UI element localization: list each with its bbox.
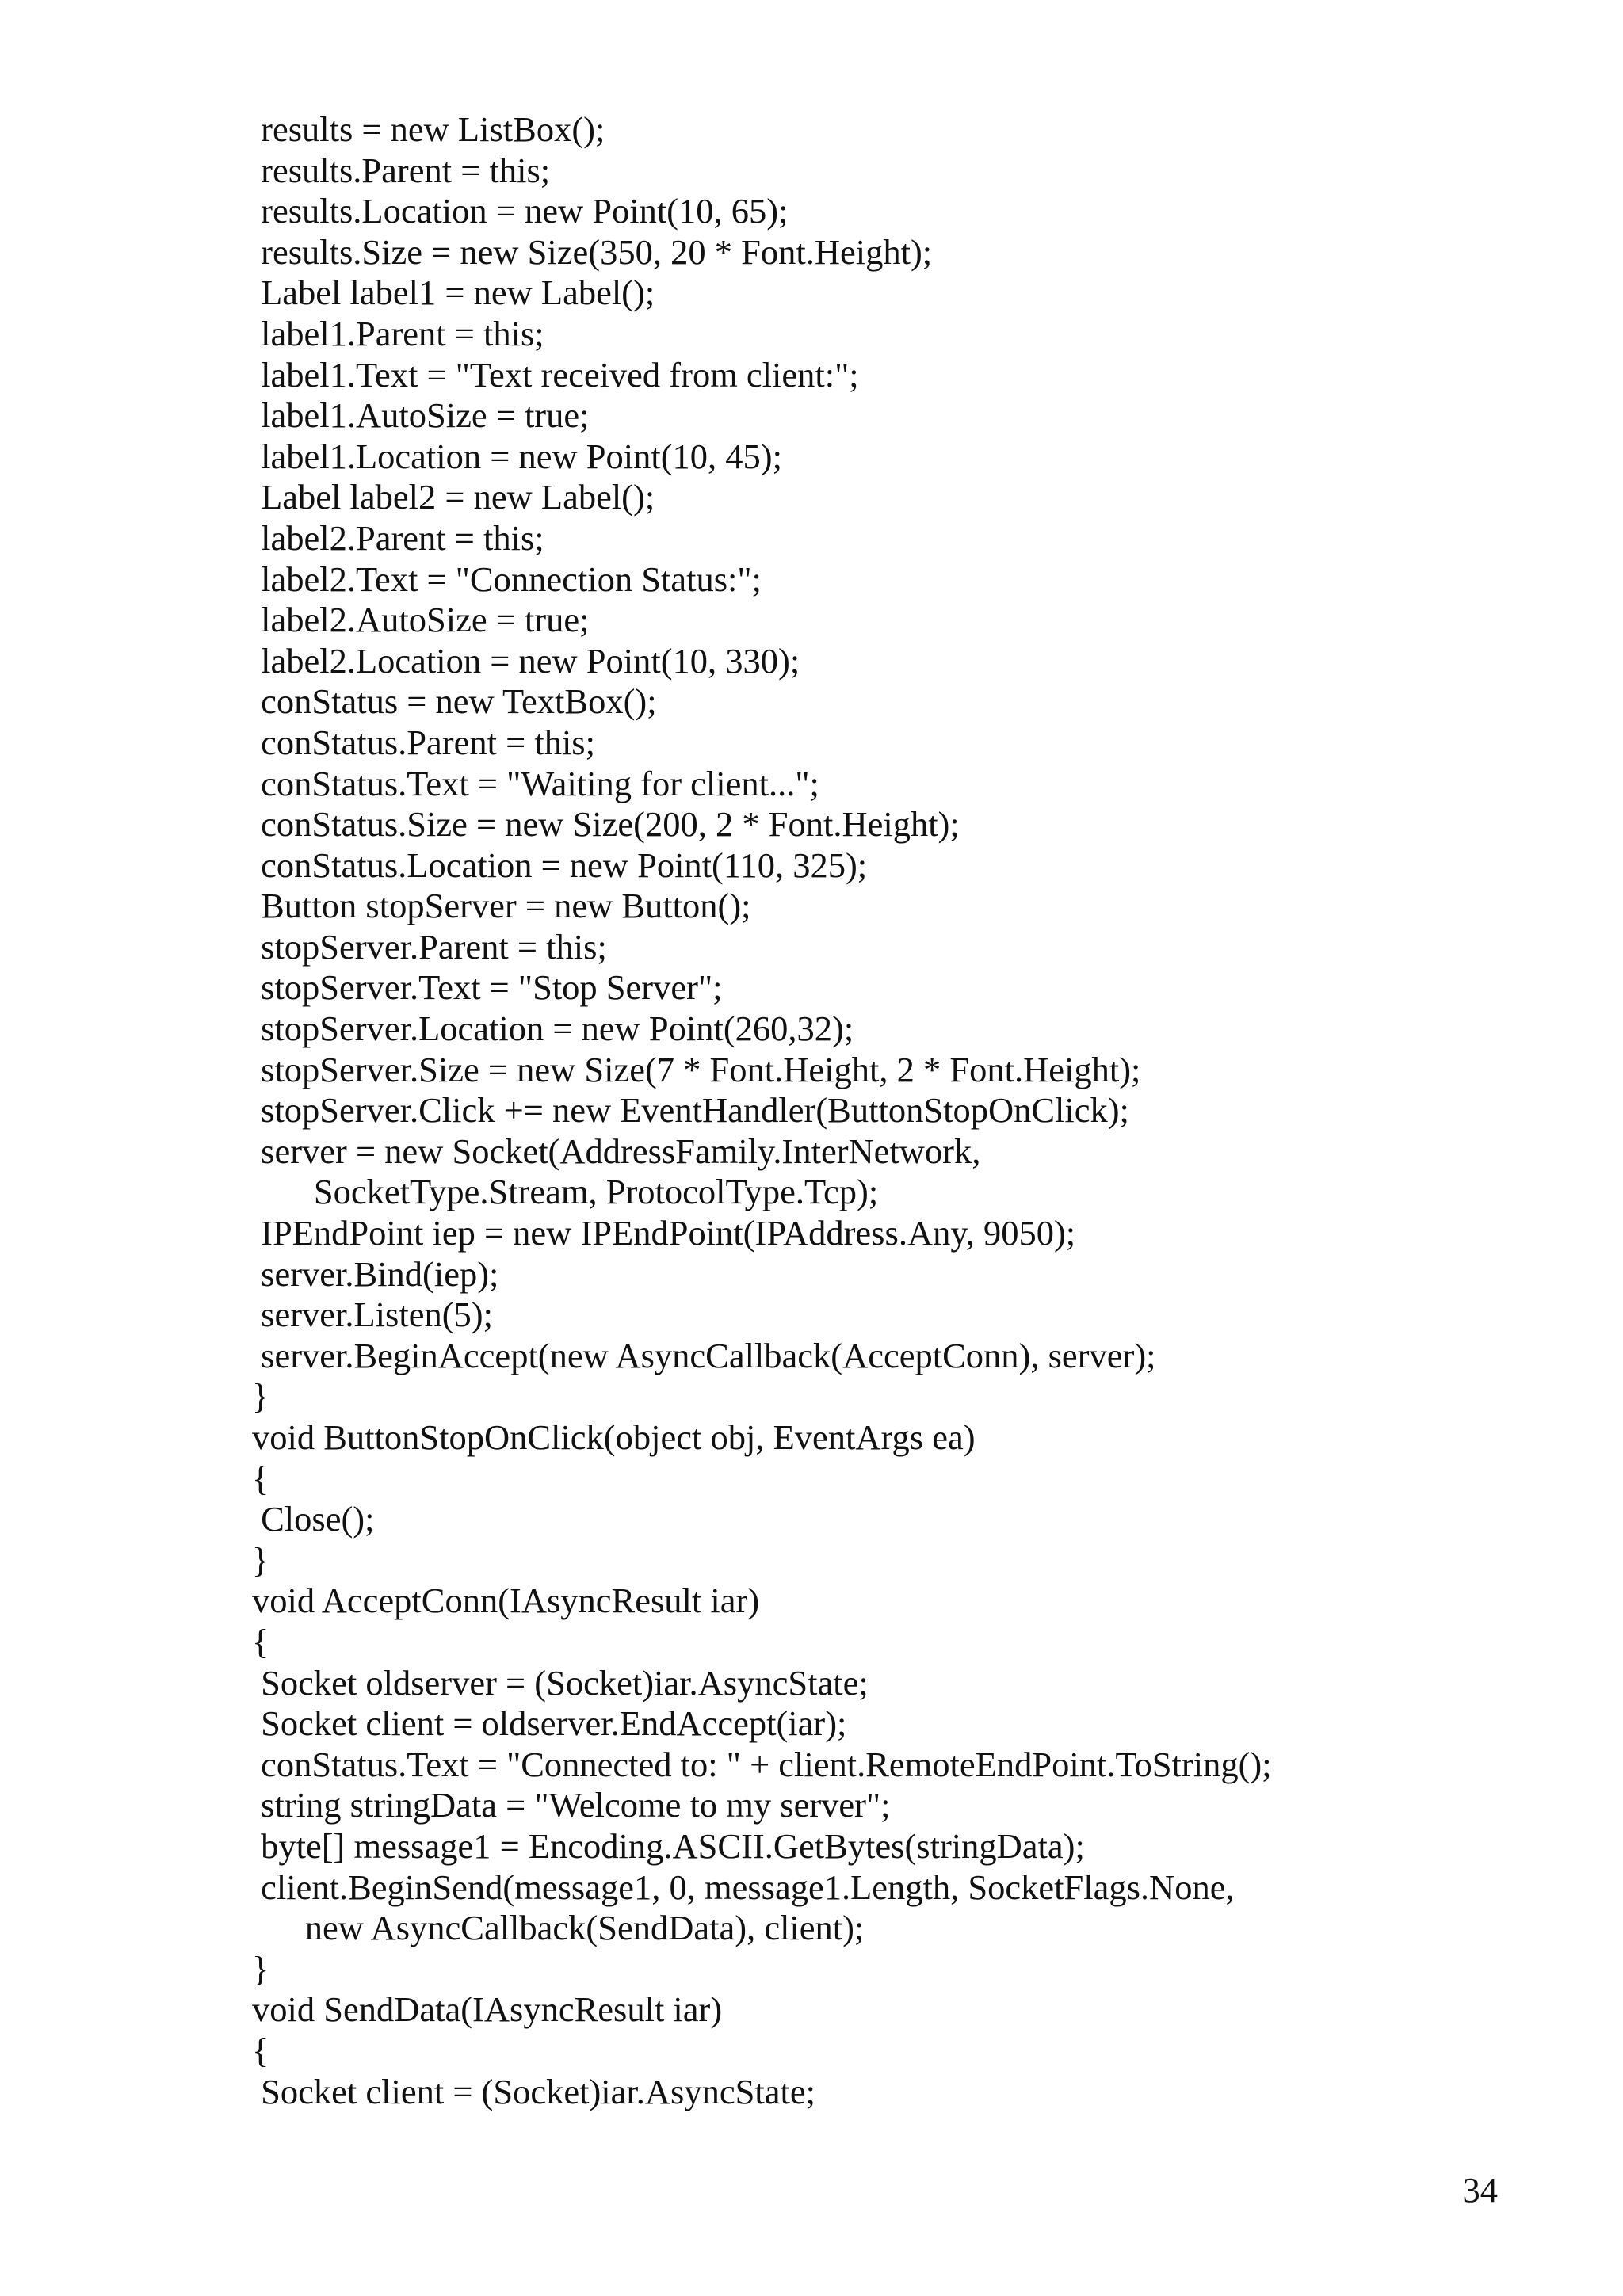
code-line: conStatus.Text = "Waiting for client..."; (252, 763, 819, 803)
code-line: label1.AutoSize = true; (252, 395, 590, 436)
code-line: { (252, 2030, 269, 2070)
code-line: stopServer.Text = "Stop Server"; (252, 967, 723, 1008)
code-line: conStatus.Size = new Size(200, 2 * Font.Height); (252, 804, 960, 845)
code-line: { (252, 1621, 269, 1661)
code-line: stopServer.Size = new Size(7 * Font.Height, 2 * Font.Height); (252, 1049, 1141, 1089)
code-line: conStatus.Location = new Point(110, 325); (252, 845, 868, 885)
code-line: Socket oldserver = (Socket)iar.AsyncState; (252, 1662, 869, 1703)
code-line: label1.Text = "Text received from client:"; (252, 354, 859, 395)
code-line: Label label2 = new Label(); (252, 477, 655, 517)
code-line: stopServer.Parent = this; (252, 926, 607, 967)
code-line: conStatus.Text = "Connected to: " + client.RemoteEndPoint.ToString(); (252, 1744, 1272, 1784)
code-line: stopServer.Location = new Point(260,32); (252, 1009, 854, 1049)
code-line: void ButtonStopOnClick(object obj, EventArgs ea) (252, 1417, 976, 1457)
code-line: byte[] message1 = Encoding.ASCII.GetBytes(stringData); (252, 1825, 1085, 1866)
code-line: server = new Socket(AddressFamily.InterNetwork, (252, 1131, 981, 1171)
code-listing (252, 109, 1560, 2112)
code-line: label2.Parent = this; (252, 517, 544, 558)
code-line: SocketType.Stream, ProtocolType.Tcp); (252, 1172, 879, 1212)
code-line: } (252, 1539, 269, 1580)
code-line: Socket client = (Socket)iar.AsyncState; (252, 2071, 815, 2111)
code-line: label2.Location = new Point(10, 330); (252, 640, 800, 681)
code-line: string stringData = "Welcome to my server"; (252, 1785, 891, 1825)
code-line: client.BeginSend(message1, 0, message1.Length, SocketFlags.None, (252, 1867, 1235, 1907)
code-line: label1.Location = new Point(10, 45); (252, 436, 782, 476)
code-line: { (252, 1458, 269, 1498)
code-line: results.Size = new Size(350, 20 * Font.Height); (252, 231, 933, 272)
code-line: results.Location = new Point(10, 65); (252, 191, 789, 231)
code-line: label1.Parent = this; (252, 313, 544, 353)
code-line: } (252, 1948, 269, 1989)
code-line: server.Bind(iep); (252, 1253, 499, 1294)
code-line: server.BeginAccept(new AsyncCallback(AcceptConn), server); (252, 1335, 1156, 1375)
code-line: Button stopServer = new Button(); (252, 886, 751, 926)
code-line: results.Parent = this; (252, 150, 551, 190)
code-line: label2.Text = "Connection Status:"; (252, 559, 762, 599)
code-line: label2.AutoSize = true; (252, 600, 590, 640)
page-number: 34 (1462, 2170, 1498, 2210)
code-line: results = new ListBox(); (252, 109, 605, 149)
code-line: Socket client = oldserver.EndAccept(iar); (252, 1703, 847, 1744)
code-line: Label label1 = new Label(); (252, 273, 655, 313)
code-line: IPEndPoint iep = new IPEndPoint(IPAddress.Any, 9050); (252, 1213, 1076, 1253)
code-line: Close(); (252, 1499, 375, 1539)
code-line: conStatus = new TextBox(); (252, 681, 657, 722)
code-line: new AsyncCallback(SendData), client); (252, 1908, 865, 1948)
code-line: stopServer.Click += new EventHandler(ButtonStopOnClick); (252, 1090, 1129, 1131)
code-line: } (252, 1376, 269, 1417)
code-line: conStatus.Parent = this; (252, 722, 595, 762)
code-line: void SendData(IAsyncResult iar) (252, 1989, 723, 2030)
code-line: server.Listen(5); (252, 1295, 493, 1335)
code-line: void AcceptConn(IAsyncResult iar) (252, 1581, 760, 1621)
